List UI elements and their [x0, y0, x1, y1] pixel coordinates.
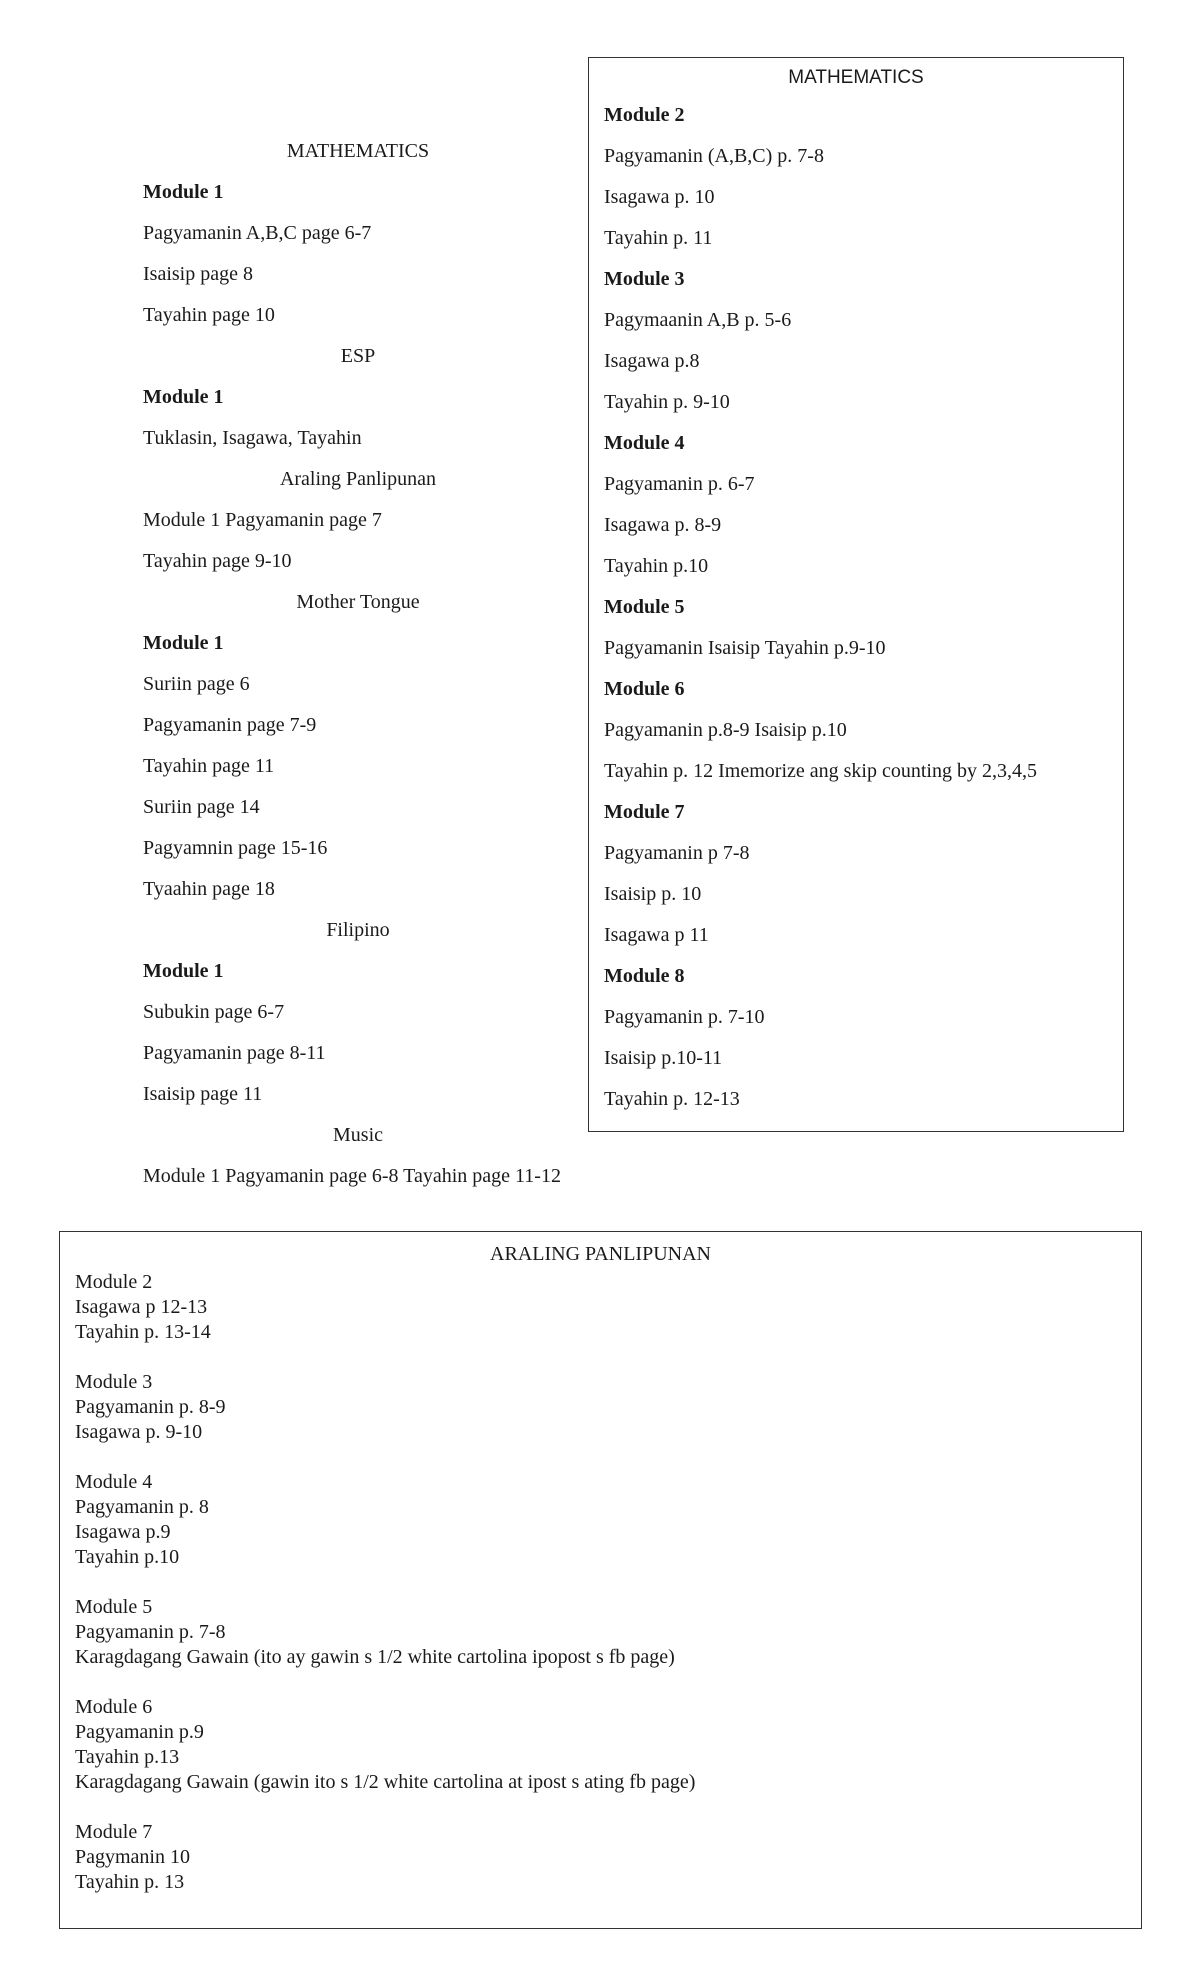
spacer	[60, 1445, 1141, 1470]
text-line: Tayahin p.13	[75, 1746, 180, 1768]
text-line: Pagyamanin Isaisip Tayahin p.9-10	[604, 637, 886, 659]
subject-heading: Mother Tongue	[296, 591, 420, 613]
text-line: Isagawa p 12-13	[75, 1296, 208, 1318]
text-line: Karagdagang Gawain (gawin ito s 1/2 white cartolina at ipost s ating fb page)	[75, 1771, 696, 1793]
module-group	[60, 1470, 1141, 1570]
module-heading: Module 1	[143, 181, 224, 203]
text-line: Tayahin page 10	[143, 304, 275, 326]
araling-panlipunan-box-title: ARALING PANLIPUNAN	[490, 1243, 711, 1265]
module-heading: Module 4	[75, 1471, 153, 1493]
text-line: Tuklasin, Isagawa, Tayahin	[143, 427, 362, 449]
text-line: Pagyamanin p. 7-8	[75, 1621, 226, 1643]
text-line: Isagawa p 11	[604, 924, 709, 946]
mathematics-box	[588, 57, 1124, 1132]
subject-heading: MATHEMATICS	[286, 140, 430, 162]
text-line: Tyaahin page 18	[143, 878, 275, 900]
text-line: Tayahin p.10	[75, 1546, 180, 1568]
spacer	[60, 1345, 1141, 1370]
text-line: Pagyamanin p. 7-10	[604, 1006, 765, 1028]
text-line: Suriin page 14	[143, 796, 260, 818]
module-heading: Module 7	[604, 801, 685, 823]
spacer	[60, 1570, 1141, 1595]
text-line: Pagyamanin p 7-8	[604, 842, 750, 864]
subject-heading: Araling Panlipunan	[279, 468, 437, 490]
text-line: Pagyamanin p. 8-9	[75, 1396, 226, 1418]
text-line: Pagyamanin page 7-9	[143, 714, 317, 736]
text-line: Isaisip page 11	[143, 1083, 263, 1105]
text-line: Isaisip p.10-11	[604, 1047, 723, 1069]
module-heading: Module 5	[75, 1596, 153, 1618]
text-line: Tayahin p. 9-10	[604, 391, 730, 413]
text-line: Tayahin p. 13-14	[75, 1321, 211, 1343]
text-line: Tayahin p. 11	[604, 227, 713, 249]
text-line: Isagawa p. 8-9	[604, 514, 722, 536]
module-heading: Module 3	[604, 268, 685, 290]
text-line: Pagyamanin A,B,C page 6-7	[143, 222, 372, 244]
araling-panlipunan-groups	[60, 1270, 1141, 1895]
subject-heading: Filipino	[326, 919, 390, 941]
text-line: Module 1 Pagyamanin page 6-8 Tayahin page 11-12	[143, 1165, 561, 1187]
module-heading: Module 4	[604, 432, 685, 454]
module-heading: Module 6	[604, 678, 685, 700]
text-line: Karagdagang Gawain (ito ay gawin s 1/2 white cartolina ipopost s fb page)	[75, 1646, 675, 1668]
text-line: Tayahin page 11	[143, 755, 275, 777]
text-line: Pagyamanin p.9	[75, 1721, 204, 1743]
text-line: Tayahin p.10	[604, 555, 709, 577]
module-heading: Module 7	[75, 1821, 153, 1843]
araling-panlipunan-box	[59, 1231, 1142, 1929]
text-line: Isaisip p. 10	[604, 883, 702, 905]
text-line: Pagyamanin p.8-9 Isaisip p.10	[604, 719, 847, 741]
text-line: Isagawa p.8	[604, 350, 700, 372]
text-line: Tayahin p. 12 Imemorize ang skip counting by 2,3,4,5	[604, 760, 1037, 782]
text-line: Pagyamanin (A,B,C) p. 7-8	[604, 145, 824, 167]
module-heading: Module 2	[604, 104, 685, 126]
spacer	[60, 1670, 1141, 1695]
mathematics-box-lines	[589, 99, 1123, 1124]
left-column-assignments	[143, 131, 573, 1197]
text-line: Pagyamnin page 15-16	[143, 837, 328, 859]
text-line: Tayahin p. 12-13	[604, 1088, 740, 1110]
text-line: Pagyamanin p. 6-7	[604, 473, 755, 495]
text-line: Isaisip page 8	[143, 263, 253, 285]
text-line: Pagymaanin A,B p. 5-6	[604, 309, 792, 331]
subject-heading: Music	[333, 1124, 383, 1146]
module-heading: Module 1	[143, 386, 224, 408]
module-group	[60, 1270, 1141, 1345]
module-heading: Module 8	[604, 965, 685, 987]
spacer	[60, 1795, 1141, 1820]
module-heading: Module 3	[75, 1371, 153, 1393]
text-line: Isagawa p. 10	[604, 186, 715, 208]
text-line: Pagymanin 10	[75, 1846, 190, 1868]
module-heading: Module 1	[143, 632, 224, 654]
module-group	[60, 1595, 1141, 1670]
module-heading: Module 1	[143, 960, 224, 982]
text-line: Isagawa p.9	[75, 1521, 171, 1543]
module-group	[60, 1820, 1141, 1895]
mathematics-box-title: MATHEMATICS	[788, 67, 924, 88]
text-line: Isagawa p. 9-10	[75, 1421, 203, 1443]
subject-heading: ESP	[340, 345, 376, 367]
module-group	[60, 1370, 1141, 1445]
text-line: Module 1 Pagyamanin page 7	[143, 509, 382, 531]
text-line: Tayahin page 9-10	[143, 550, 292, 572]
text-line: Subukin page 6-7	[143, 1001, 285, 1023]
text-line: Pagyamanin page 8-11	[143, 1042, 326, 1064]
module-heading: Module 5	[604, 596, 685, 618]
module-heading: Module 6	[75, 1696, 153, 1718]
text-line: Pagyamanin p. 8	[75, 1496, 209, 1518]
module-group	[60, 1695, 1141, 1795]
text-line: Tayahin p. 13	[75, 1871, 185, 1893]
text-line: Suriin page 6	[143, 673, 250, 695]
module-heading: Module 2	[75, 1271, 153, 1293]
